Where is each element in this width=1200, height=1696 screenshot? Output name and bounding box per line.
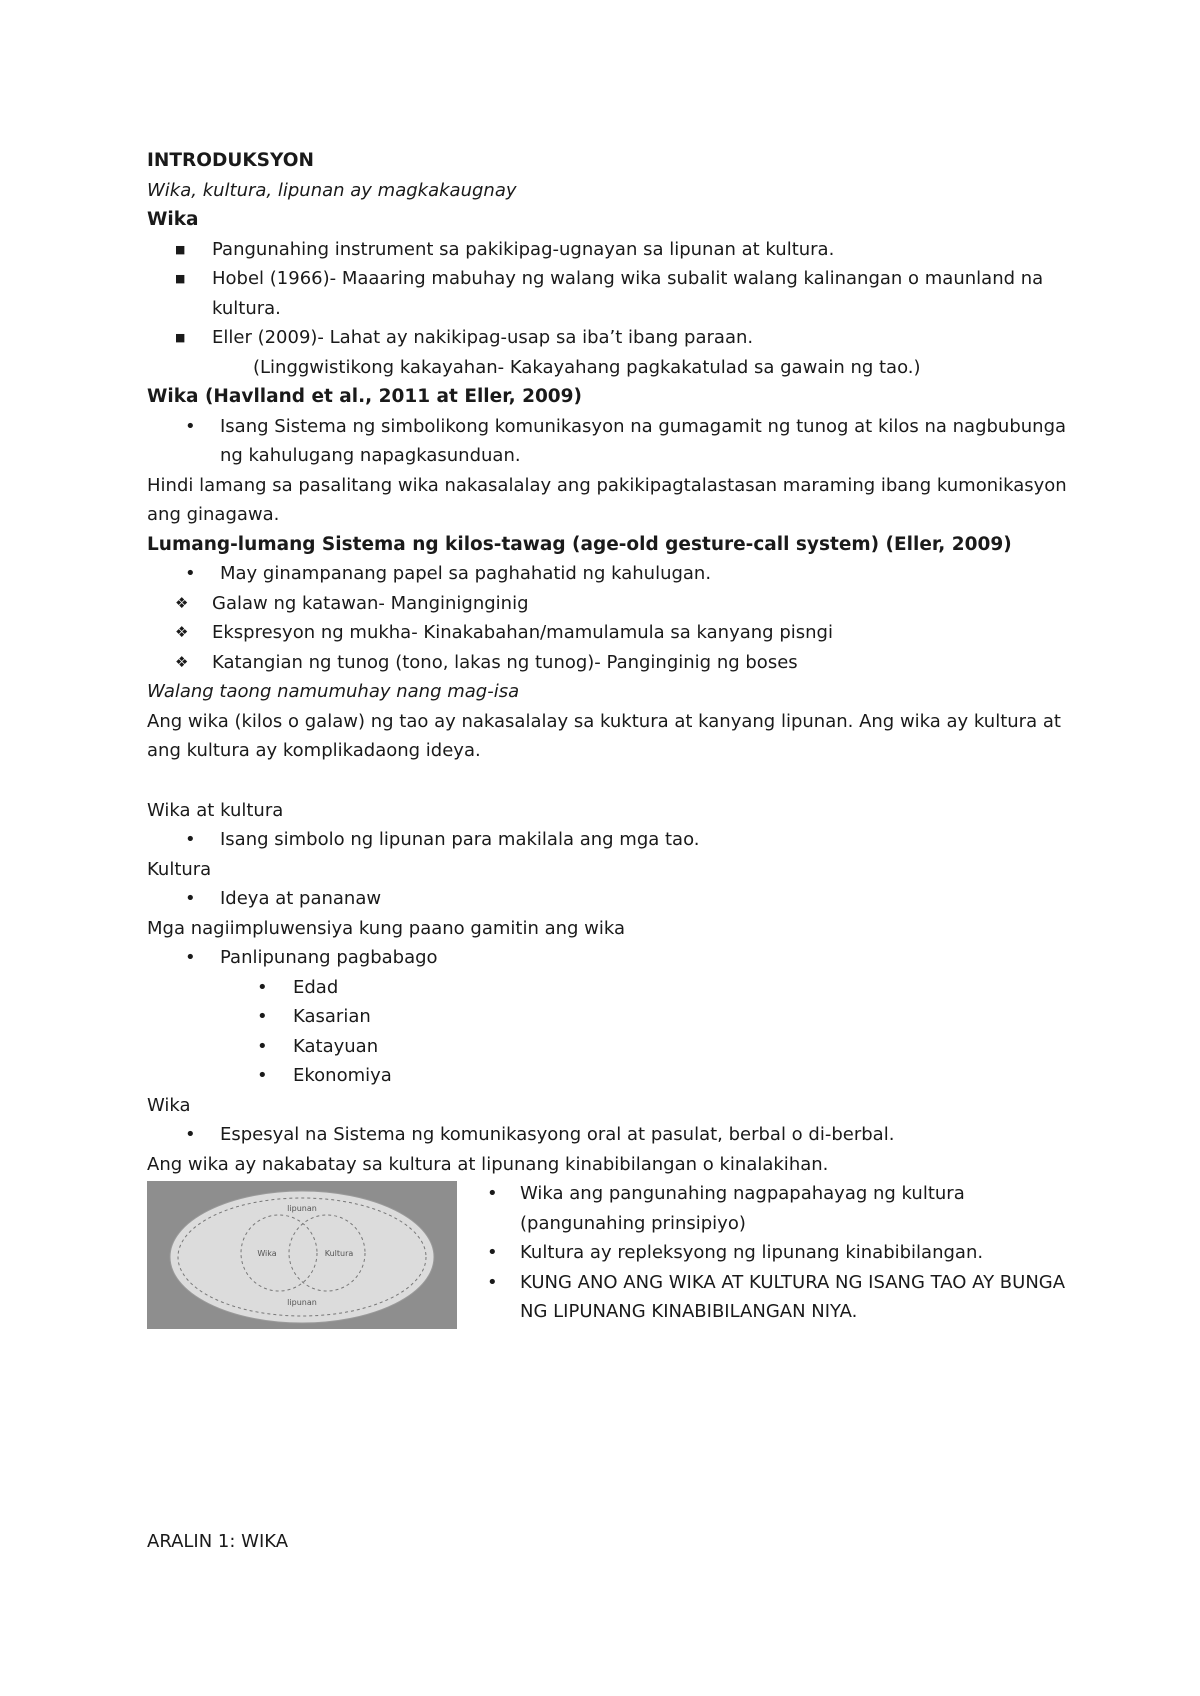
venn-diagram-svg bbox=[147, 1181, 457, 1329]
list-item: • Ideya at pananaw bbox=[147, 884, 1067, 914]
list-item: ■ Eller (2009)- Lahat ay nakikipag-usap sa iba’t ibang paraan. bbox=[147, 323, 1067, 353]
list-item: • Espesyal na Sistema ng komunikasyong oral at pasulat, berbal o di-berbal. bbox=[147, 1120, 1067, 1150]
dot-bullet-icon: • bbox=[185, 1124, 196, 1145]
square-bullet-icon: ■ bbox=[175, 272, 186, 285]
kultura-list bbox=[147, 884, 1067, 914]
list-item: ■ Hobel (1966)- Maaaring mabuhay ng walang wika subalit walang kalinangan o maunland na kultura. bbox=[147, 264, 1067, 323]
figure-label-bottom: lipunan bbox=[287, 1298, 317, 1307]
section-heading-kilos-tawag: Lumang-lumang Sistema ng kilos-tawag (age-old gesture-call system) (Eller, 2009) bbox=[147, 533, 1012, 555]
dot-bullet-icon: • bbox=[487, 1271, 498, 1293]
list-item: • Kultura ay repleksyong ng lipunang kinabibilangan. bbox=[475, 1238, 1075, 1268]
list-item: • Isang simbolo ng lipunan para makilala ang mga tao. bbox=[147, 825, 1067, 855]
impluwensiya-list bbox=[147, 943, 1067, 973]
diamond-bullet-icon: ❖ bbox=[175, 652, 189, 671]
page-footer: ARALIN 1: WIKA bbox=[147, 1531, 289, 1552]
dot-bullet-icon: • bbox=[185, 563, 196, 584]
kilos-tawag-diamond-list bbox=[147, 589, 1067, 678]
wika-list bbox=[147, 235, 1067, 353]
dot-bullet-icon: • bbox=[185, 415, 196, 437]
list-item: ■ Pangunahing instrument sa pakikipag-ugnayan sa lipunan at kultura. bbox=[147, 235, 1067, 265]
label-kultura: Kultura bbox=[147, 858, 212, 880]
label-wika: Wika bbox=[147, 1094, 191, 1116]
list-item: • KUNG ANO ANG WIKA AT KULTURA NG ISANG TAO AY BUNGA NG LIPUNANG KINABIBILANGAN NIYA. bbox=[475, 1268, 1075, 1327]
dot-bullet-icon: • bbox=[257, 976, 268, 998]
dot-bullet-icon: • bbox=[487, 1183, 498, 1204]
page-subtitle: Wika, kultura, lipunan ay magkakaugnay bbox=[147, 179, 517, 201]
square-bullet-icon: ■ bbox=[175, 242, 186, 256]
venn-diagram-image bbox=[147, 1181, 457, 1329]
list-item: • Isang Sistema ng simbolikong komunikasyon na gumagamit ng tunog at kilos na nagbubunga ng kahulugang napagkasunduan. bbox=[147, 412, 1067, 471]
dot-bullet-icon: • bbox=[185, 888, 196, 909]
list-item: • Ekonomiya bbox=[147, 1061, 1067, 1091]
dot-bullet-icon: • bbox=[487, 1242, 498, 1263]
list-item: ❖ Katangian ng tunog (tono, lakas ng tunog)- Panginginig ng boses bbox=[147, 648, 1067, 678]
list-item: ❖ Galaw ng katawan- Manginignginig bbox=[147, 589, 1067, 619]
square-bullet-icon: ■ bbox=[175, 331, 186, 344]
section-heading-wika: Wika bbox=[147, 209, 199, 230]
impluwensiya-sublist bbox=[147, 973, 1067, 1091]
diamond-bullet-icon: ❖ bbox=[175, 623, 189, 641]
figure-label-wika: Wika bbox=[257, 1249, 277, 1258]
list-item: • Wika ang pangunahing nagpapahayag ng kultura (pangunahing prinsipiyo) bbox=[475, 1179, 1075, 1238]
list-item: • Kasarian bbox=[147, 1002, 1067, 1032]
italic-line: Walang taong namumuhay nang mag-isa bbox=[147, 681, 520, 702]
section-heading-havlland: Wika (Havlland et al., 2011 at Eller, 2009) bbox=[147, 386, 583, 407]
list-item: • Edad bbox=[147, 973, 1067, 1003]
figure-label-kultura: Kultura bbox=[324, 1249, 354, 1258]
dot-bullet-icon: • bbox=[257, 1035, 268, 1057]
list-item: • Panlipunang pagbabago bbox=[147, 943, 1067, 973]
havlland-list bbox=[147, 412, 1067, 471]
paragraph: Ang wika (kilos o galaw) ng tao ay nakasalalay sa kuktura at kanyang lipunan. Ang wika ay kultura at ang kultura ay komplikadaong ideya. bbox=[147, 710, 1061, 761]
dot-bullet-icon: • bbox=[185, 829, 196, 850]
paragraph: Hindi lamang sa pasalitang wika nakasalalay ang pakikipagtalastasan maraming ibang kumonikasyon ang ginagawa. bbox=[147, 474, 1067, 525]
diamond-bullet-icon: ❖ bbox=[175, 593, 189, 612]
figure-label-top: lipunan bbox=[287, 1204, 317, 1213]
dot-bullet-icon: • bbox=[257, 1065, 268, 1086]
label-impluwensiya: Mga nagiimpluwensiya kung paano gamitin ang wika bbox=[147, 917, 626, 939]
list-item: ❖ Ekspresyon ng mukha- Kinakabahan/mamulamula sa kanyang pisngi bbox=[147, 618, 1067, 648]
wika-espesyal-list bbox=[147, 1120, 1067, 1150]
dot-bullet-icon: • bbox=[185, 947, 196, 968]
figure-row bbox=[147, 1179, 1067, 1329]
list-item: • May ginampanang papel sa paghahatid ng kahulugan. bbox=[147, 559, 1067, 589]
label-wika-at-kultura: Wika at kultura bbox=[147, 799, 284, 821]
page-title: INTRODUKSYON bbox=[147, 150, 314, 171]
kilos-tawag-dot-list bbox=[147, 559, 1067, 589]
note-text: (Linggwistikong kakayahan- Kakayahang pagkakatulad sa gawain ng tao.) bbox=[253, 356, 921, 378]
document-content bbox=[147, 146, 1067, 1329]
dot-bullet-icon: • bbox=[257, 1006, 268, 1027]
conclusion-list bbox=[475, 1179, 1075, 1327]
spacer bbox=[147, 766, 1067, 796]
list-item: • Katayuan bbox=[147, 1032, 1067, 1062]
wika-kultura-list bbox=[147, 825, 1067, 855]
paragraph: Ang wika ay nakabatay sa kultura at lipunang kinabibilangan o kinalakihan. bbox=[147, 1153, 829, 1175]
